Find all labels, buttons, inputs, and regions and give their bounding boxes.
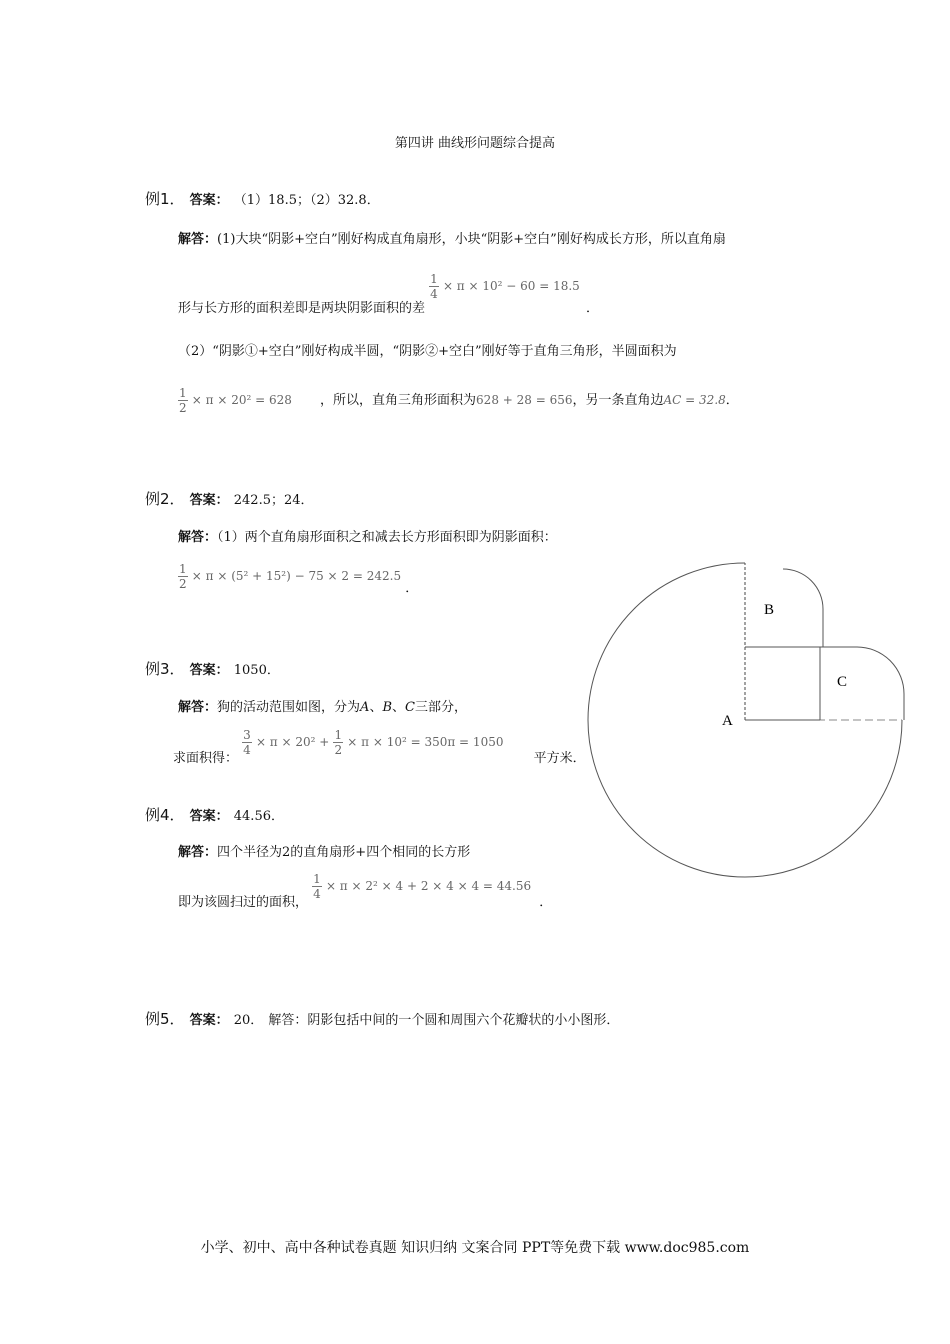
example-3-text2: 求面积得：	[173, 751, 239, 766]
arc-region-c	[820, 647, 904, 720]
example-2-label: 例2．	[145, 490, 185, 508]
formula-7: × π × 2² × 4 + 2 × 4 × 4 = 44.56	[325, 879, 532, 893]
label-a: A	[722, 713, 733, 729]
colon: ：	[204, 232, 218, 247]
example-1-text1: (1)大块“阴影+空白”刚好构成直角扇形，小块“阴影+空白”刚好构成长方形，所以直角扇	[217, 232, 726, 247]
example-3-text1: 狗的活动范围如图，分为	[217, 700, 361, 715]
fraction-numerator: 1	[334, 728, 343, 742]
period: ．	[539, 895, 553, 910]
period: ．	[405, 581, 419, 596]
example-2-answer: 242.5；24．	[233, 493, 314, 508]
fraction-denominator: 4	[430, 287, 438, 301]
answer-label: 答案	[189, 493, 216, 508]
formula-4: AC = 32.8	[663, 393, 726, 407]
example-5-answer: 20．	[233, 1013, 264, 1028]
label-b: B	[764, 602, 775, 618]
colon: ：	[204, 700, 218, 715]
answer-label: 答案	[189, 663, 216, 678]
colon: ：	[215, 493, 229, 508]
example-3-unit: 平方米．	[533, 751, 586, 766]
fraction-numerator: 1	[179, 562, 187, 576]
example-4-text1: 四个半径为2的直角扇形+四个相同的长方形	[217, 845, 471, 860]
colon: ：	[204, 845, 218, 860]
fraction-denominator: 2	[179, 577, 187, 591]
example-3-label: 例3．	[145, 660, 185, 678]
fraction-numerator: 1	[430, 272, 438, 286]
example-1-label: 例1．	[145, 190, 185, 208]
fraction-numerator: 1	[179, 386, 187, 400]
colon: ：	[215, 809, 229, 824]
answer-label: 答案	[189, 809, 216, 824]
example-5-text: 解答：阴影包括中间的一个圆和周围六个花瓣状的小小图形．	[268, 1013, 620, 1028]
fraction-denominator: 4	[313, 887, 321, 901]
example-3-text1b: 三部分，	[414, 700, 467, 715]
fraction-numerator: 1	[313, 872, 321, 886]
formula-5: × π × (5² + 15²) − 75 × 2 = 242.5	[191, 569, 402, 583]
example-1-text3: （2）“阴影①+空白”刚好构成半圆，“阴影②+空白”刚好等于直角三角形，半圆面积为	[178, 344, 677, 359]
solution-label: 解答	[178, 530, 205, 545]
region-b: B	[382, 700, 393, 715]
solution-label: 解答	[178, 232, 205, 247]
formula-3: 628 + 28 = 656	[476, 393, 573, 407]
region-a: A	[360, 700, 370, 715]
example-1-text2: 形与长方形的面积差即是两块阴影面积的差	[178, 301, 426, 316]
arc-region-b	[783, 569, 823, 647]
answer-label: 答案	[189, 193, 216, 208]
formula-1: × π × 10² − 60 = 18.5	[442, 279, 580, 293]
example-1-answer: （1）18.5；（2）32.8．	[233, 193, 380, 208]
label-c: C	[837, 674, 848, 690]
formula-6b: × π × 10² = 350π = 1050	[347, 735, 504, 749]
house-square	[745, 647, 820, 720]
example-4-label: 例4．	[145, 806, 185, 824]
solution-label: 解答	[178, 700, 205, 715]
separator: 、	[369, 700, 383, 715]
answer-label: 答案	[189, 1013, 216, 1028]
example-5-label: 例5．	[145, 1010, 185, 1028]
period: ．	[585, 301, 599, 316]
example-3-answer: 1050．	[233, 663, 280, 678]
colon: ：	[204, 530, 218, 545]
fraction-numerator: 3	[243, 728, 251, 742]
colon: ：	[215, 193, 229, 208]
page-footer: 小学、初中、高中各种试卷真题 知识归纳 文案合同 PPT等免费下载 www.doc985.com	[200, 1240, 750, 1256]
colon: ：	[215, 663, 229, 678]
fraction-denominator: 2	[334, 743, 343, 757]
example-1-text4b: ，另一条直角边	[572, 393, 664, 408]
region-c: C	[405, 700, 415, 715]
example-4-answer: 44.56．	[233, 809, 284, 824]
example-4-text2: 即为该圆扫过的面积，	[178, 895, 309, 910]
formula-6a: × π × 20² +	[255, 735, 330, 749]
solution-label: 解答	[178, 845, 205, 860]
example-1-text4a: ，所以，直角三角形面积为	[320, 393, 477, 408]
fraction-denominator: 4	[243, 743, 251, 757]
period: ．	[725, 393, 739, 408]
colon: ：	[215, 1013, 229, 1028]
formula-2: × π × 20² = 628	[191, 393, 292, 407]
example-2-text1: （1）两个直角扇形面积之和减去长方形面积即为阴影面积：	[217, 530, 557, 545]
page-title: 第四讲 曲线形问题综合提高	[394, 136, 556, 151]
fraction-denominator: 2	[179, 401, 187, 415]
separator: 、	[392, 700, 406, 715]
